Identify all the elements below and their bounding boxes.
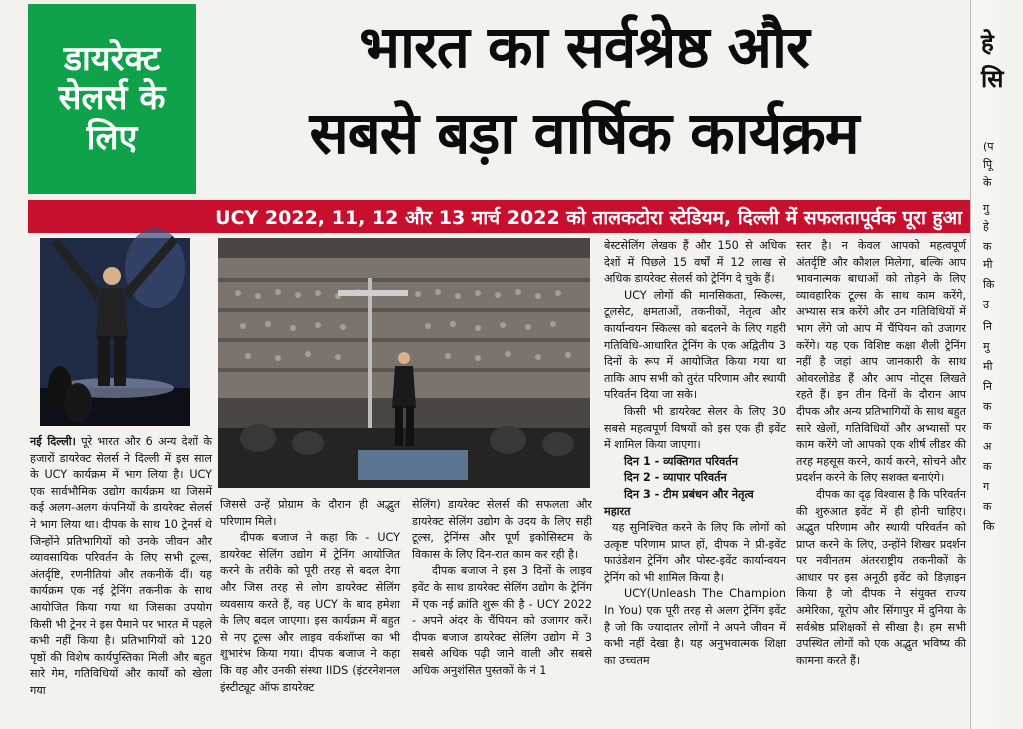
paragraph: जिससे उन्हें प्रोग्राम के दौरान ही अद्भुत परिणाम मिले।: [220, 498, 400, 528]
adjacent-frag: नि: [983, 320, 992, 333]
adjacent-frag: गु: [983, 202, 990, 215]
adjacent-heading-2: सि: [981, 64, 1004, 93]
adjacent-frag: मी: [983, 258, 993, 271]
section-label-line2: सेलर्स के: [58, 78, 166, 119]
adjacent-frag: क: [983, 460, 992, 473]
adjacent-column-strip: [970, 0, 1004, 729]
adjacent-frag: उ: [983, 298, 990, 311]
adjacent-frag: क: [983, 400, 992, 413]
stadium-illustration: [218, 238, 590, 488]
adjacent-frag: के: [983, 176, 992, 189]
paragraph: पूरे भारत और 6 अन्य देशों के हजारों डायरेक्ट सेलर्स ने दिल्ली में इस साल के UCY कार्यक्रम में भाग लिया है। UCY एक सार्वभौमिक उद्योग कार्यक्रम था जिसमें कई अलग-अलग कंपनियों के डायरेक्ट सेलर्स ने भाग लिया था। दीपक के साथ 10 ट्रेनर्स थे जिन्होंने प्रतिभागियों को उनके जीवन और व्यावसायिक परिवर्तन के लिए सभी टूल्स, अंतर्दृष्टि, रणनीतियां और तकनीकें दीं। यह कार्यक्रम एक नई ट्रेनिंग तकनीक के साथ आयोजित किया गया था जिसका उपयोग किसी भी ट्रेनर ने इस पैमाने पर भारत में पहले कभी नहीं किया है। प्रतिभागियों को 120 पृष्ठों की विशेष कार्यपुस्तिका मिली और बहुत सारे गेम, गतिविधियों और कार्यों को खेला गया: [30, 435, 212, 697]
article-column-4: [604, 238, 786, 669]
paragraph: किसी भी डायरेक्ट सेलर के लिए 30 सबसे महत्वपूर्ण विषयों को इस एक ही इवेंट में शामिल किया जाएगा।: [604, 404, 786, 452]
paragraph: दीपक बजाज ने इस 3 दिनों के लाइव इवेंट के साथ डायरेक्ट सेलिंग उद्योग के ट्रेनिंग में एक नई क्रांति शुरू की है - UCY 2022 - अपने अंदर के चैंपियन को उजागर करें। दीपक बजाज डायरेक्ट सेलिंग उद्योग में 3 सबसे अधिक पढ़ी जाने वाली और सबसे अधिक अनुशंसित पुस्तकों के नं 1: [412, 564, 592, 677]
dateline: नई दिल्ली।: [30, 435, 76, 448]
adjacent-frag: (प: [983, 140, 994, 153]
adjacent-frag: कि: [983, 278, 995, 291]
paragraph: दीपक का दृढ़ विश्वास है कि परिवर्तन की शुरुआत इवेंट में ही होनी चाहिए। अद्भुत परिणाम और स्थायी परिवर्तन को प्राप्त करने के लिए, उन्होंने शिखर प्रदर्शन पर नवीनतम अंतरराष्ट्रीय तकनीकों के आधार पर इस अनूठी इवेंट को डिज़ाइन किया है जो दीपक ने संयुक्त राज्य अमेरिका, यूरोप और सिंगापुर में दुनिया के सर्वश्रेष्ठ प्रशिक्षकों से सीखा है। हम सभी उपस्थित लोगों को एक अद्भुत भविष्य की कामना करते हैं।: [796, 487, 966, 667]
day-2-item: दिन 2 - व्यापार परिवर्तन: [624, 471, 727, 485]
adjacent-frag: ग: [983, 480, 990, 493]
paragraph: बेस्टसेलिंग लेखक हैं और 150 से अधिक देशों में पिछले 15 वर्षों में 12 लाख से अधिक डायरेक्ट सेलर्स को ट्रेनिंग दे चुके हैं।: [604, 239, 786, 286]
stadium-photo: [218, 238, 590, 488]
adjacent-frag: मी: [983, 360, 993, 373]
paragraph: दीपक बजाज ने कहा कि - UCY डायरेक्ट सेलिंग उद्योग में ट्रेनिंग आयोजित करने के तरीके को पूरी तरह से बदल देगा और जिस तरह से लोग डायरेक्ट सेलिंग व्यवसाय करते हैं, वह UCY के बाद हमेशा के लिए बदल जाएगा। इस कार्यक्रम में बहुत से नए टूल्स और लाइव वर्कशॉप्स का भी शुभारंभ किया गया। दीपक बजाज ने कहा कि वह और उनकी संस्था IIDS (इंटरनेशनल इंस्टीट्यूट ऑफ डायरेक्ट: [220, 531, 400, 694]
section-label-box: [28, 4, 196, 194]
headline-line1: भारत का सर्वश्रेष्ठ और: [359, 13, 809, 81]
adjacent-frag: कि: [983, 520, 995, 533]
article-column-2: [220, 497, 400, 696]
adjacent-frag: नि: [983, 380, 992, 393]
adjacent-frag: अ: [983, 440, 992, 453]
article-column-1: [30, 434, 212, 700]
adjacent-frag: हे: [983, 220, 989, 233]
adjacent-heading-1: हे: [981, 28, 994, 57]
article-column-5: [796, 238, 966, 669]
day-1-item: दिन 1 - व्यक्तिगत परिवर्तन: [624, 454, 738, 468]
event-banner: UCY 2022, 11, 12 और 13 मार्च 2022 को तालकटोरा स्टेडियम, दिल्ली में सफलतापूर्वक पूरा हुआ: [28, 200, 970, 233]
section-label-line1: डायरेक्ट: [63, 39, 161, 80]
paragraph: स्तर है। न केवल आपको महत्वपूर्ण अंतर्दृष्टि और कौशल मिलेगा, बल्कि आप भावनात्मक बाधाओं को तोड़ने के लिए व्यावहारिक टूल्स के साथ काम करेंगे, अभ्यास सत्र करेंगे और उन गतिविधियों में भाग लेंगे जो आप में चैंपियन को उजागर करेंगे। यह एक विशिष्ट कक्षा शैली ट्रेनिंग नहीं है जहां आप जानकारी के साथ ओवरलोडेड हैं और आप नोट्स लिखते रहते हैं। इन तीन दिनों के दौरान आप दीपक और अन्य प्रतिभागियों के साथ बहुत सारे खेलों, गतिविधियों और अभ्यासों पर काम करेंगे जो आपको एक शीर्ष लीडर की तरह महसूस करने, कार्य करने, सोचने और प्रदर्शन करने के लिए सशक्त बनाएंगे।: [796, 239, 966, 485]
headline-line2: सबसे बड़ा वार्षिक कार्यक्रम: [309, 99, 859, 167]
day-3-item: दिन 3 - टीम प्रबंधन और नेतृत्व: [624, 487, 754, 501]
article-column-3: [412, 497, 592, 680]
paragraph: UCY लोगों की मानसिकता, स्किल्स, टूलसेट, क्षमताओं, तकनीकों, नेतृत्व और कार्यान्वयन स्किल्स को बदलने के लिए गहरी गतिविधि-आधारित ट्रेनिंग के एक अद्वितीय 3 दिनों के रूप में आयोजित किया गया था ताकि आप सभी को तुरंत परिणाम और स्थायी परिवर्तन दिया जा सके।: [604, 288, 786, 402]
adjacent-frag: मु: [983, 340, 990, 353]
adjacent-frag: क: [983, 500, 992, 513]
headline: [204, 6, 964, 178]
paragraph: सेलिंग) डायरेक्ट सेलर्स की सफलता और डायरेक्ट सेलिंग उद्योग के उदय के लिए सही टूल्स, ट्रेनिंग्स और पूर्ण इकोसिस्टम के विकास के लिए दिन-रात काम कर रही है।: [412, 498, 592, 561]
paragraph: UCY(Unleash The Champion In You) एक पूरी तरह से अलग ट्रेनिंग इवेंट है जो कि ज्यादातर लोगों ने अपने जीवन में कभी नहीं देखा है। यह अनुभवात्मक शिक्षा का उच्चतम: [604, 587, 786, 667]
section-label-line3: लिए: [86, 117, 138, 158]
adjacent-frag: क: [983, 420, 992, 433]
adjacent-frag: पूि: [983, 158, 993, 171]
adjacent-frag: क: [983, 240, 992, 253]
speaker-illustration: [40, 238, 190, 426]
paragraph: यह सुनिश्चित करने के लिए कि लोगों को उत्कृष्ट परिणाम प्राप्त हों, दीपक ने प्री-इवेंट फाउंडेशन ट्रेनिंग और पोस्ट-इवेंट कार्यान्वयन ट्रेनिंग को भी शामिल किया है।: [604, 521, 786, 584]
speaker-photo: [40, 238, 190, 426]
paragraph: महारत: [604, 504, 631, 518]
